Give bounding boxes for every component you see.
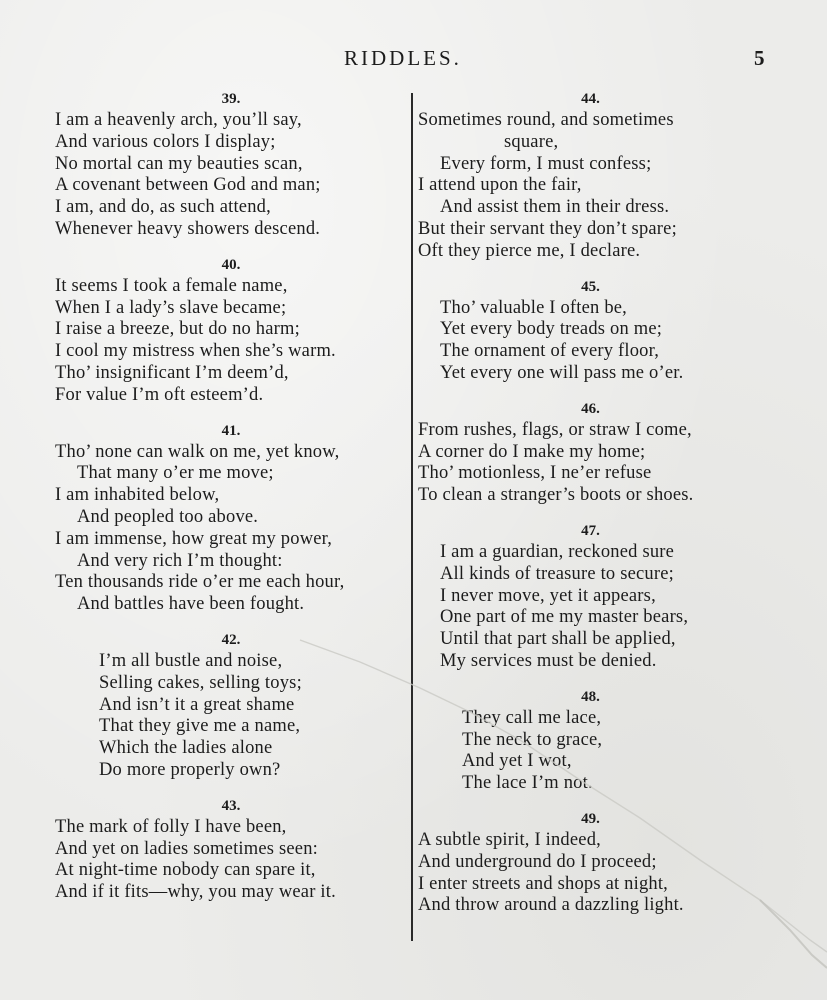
verse-line: And very rich I’m thought:	[77, 550, 283, 571]
riddle-verse	[418, 830, 763, 917]
riddle-verse	[55, 442, 407, 616]
verse-line: That they give me a name,	[99, 716, 301, 737]
verse-line: And isn’t it a great shame	[99, 694, 295, 715]
verse-line: Tho’ valuable I often be,	[440, 297, 628, 318]
verse-line: Oft they pierce me, I declare.	[418, 240, 641, 261]
verse-line: It seems I took a female name,	[55, 275, 288, 296]
verse-line: Tho’ none can walk on me, yet know,	[55, 441, 340, 462]
verse-line: I am immense, how great my power,	[55, 528, 333, 549]
verse-line: For value I’m oft esteem’d.	[55, 384, 264, 405]
right-column	[418, 88, 763, 917]
verse-line: Selling cakes, selling toys;	[99, 672, 302, 693]
verse-line: And peopled too above.	[77, 506, 259, 527]
verse-line: Sometimes round, and sometimes	[418, 110, 674, 130]
verse-line: I am, and do, as such attend,	[55, 197, 271, 218]
riddle-verse	[55, 110, 407, 241]
running-head	[0, 46, 827, 76]
riddle-block	[55, 254, 407, 407]
verse-line: The ornament of every floor,	[440, 341, 660, 362]
verse-line: The lace I’m not.	[462, 773, 593, 794]
riddle-verse	[55, 276, 407, 407]
verse-line: I attend upon the fair,	[418, 175, 582, 196]
verse-line: I am a guardian, reckoned sure	[440, 541, 675, 562]
column-divider	[411, 93, 413, 941]
riddle-number: 43.	[221, 797, 241, 814]
riddle-verse	[55, 651, 407, 782]
verse-line: To clean a stranger’s boots or shoes.	[418, 485, 694, 506]
riddle-number: 39.	[221, 91, 241, 107]
verse-line: And throw around a dazzling light.	[418, 895, 684, 916]
page-number: 5	[754, 46, 765, 70]
verse-line: square,	[504, 131, 559, 152]
riddle-gap	[418, 507, 763, 520]
left-column	[55, 88, 407, 904]
verse-line: I raise a breeze, but do no harm;	[55, 319, 300, 340]
verse-line: But their servant they don’t spare;	[418, 218, 677, 239]
verse-line: And yet on ladies sometimes seen:	[55, 838, 318, 859]
verse-line: I’m all bustle and noise,	[99, 650, 283, 671]
riddle-gap	[418, 263, 763, 276]
verse-line: Until that part shall be applied,	[440, 629, 676, 650]
riddle-gap	[418, 795, 763, 808]
verse-line: Ten thousands ride o’er me each hour,	[55, 572, 345, 593]
riddle-verse	[55, 817, 407, 904]
verse-line: Yet every one will pass me o’er.	[440, 362, 684, 383]
riddle-block	[418, 520, 763, 673]
running-title: RIDDLES.	[344, 46, 462, 70]
verse-line: Tho’ motionless, I ne’er refuse	[418, 463, 652, 484]
riddle-block	[55, 420, 407, 616]
verse-line: Which the ladies alone	[99, 738, 273, 759]
riddle-gap	[55, 616, 407, 629]
verse-line: When I a lady’s slave became;	[55, 297, 287, 318]
verse-line: A corner do I make my home;	[418, 441, 646, 462]
verse-line: Whenever heavy showers descend.	[55, 218, 321, 239]
verse-line: I cool my mistress when she’s warm.	[55, 341, 336, 362]
verse-line: Tho’ insignificant I’m deem’d,	[55, 362, 289, 383]
riddle-block	[418, 88, 763, 263]
riddle-number: 40.	[221, 256, 241, 273]
riddle-number: 44.	[581, 91, 600, 107]
verse-line: No mortal can my beauties scan,	[55, 153, 303, 174]
riddle-verse	[418, 420, 763, 507]
verse-line: All kinds of treasure to secure;	[440, 563, 674, 584]
riddle-block	[418, 686, 763, 795]
riddle-verse	[418, 110, 763, 263]
riddle-verse	[418, 708, 763, 795]
verse-line: I enter streets and shops at night,	[418, 873, 669, 894]
verse-line: My services must be denied.	[440, 650, 657, 671]
riddle-block	[55, 629, 407, 782]
riddle-gap	[55, 782, 407, 795]
riddle-block	[418, 808, 763, 917]
verse-line: A subtle spirit, I indeed,	[418, 829, 601, 850]
verse-line: Do more properly own?	[99, 759, 281, 780]
riddle-verse	[418, 298, 763, 385]
verse-line: A covenant between God and man;	[55, 175, 321, 196]
riddle-gap	[418, 385, 763, 398]
verse-line: The mark of folly I have been,	[55, 816, 287, 837]
verse-line: And assist them in their dress.	[440, 197, 670, 218]
riddle-number: 49.	[581, 810, 600, 827]
verse-line: And battles have been fought.	[77, 594, 305, 615]
verse-line: I never move, yet it appears,	[440, 585, 656, 606]
riddle-block	[55, 88, 407, 241]
riddle-gap	[55, 407, 407, 420]
verse-line: They call me lace,	[462, 707, 602, 728]
verse-line: One part of me my master bears,	[440, 607, 689, 628]
riddle-number: 45.	[581, 278, 600, 295]
verse-line: Yet every body treads on me;	[440, 319, 663, 340]
verse-line: That many o’er me move;	[77, 463, 274, 484]
riddle-number: 47.	[581, 522, 600, 539]
riddle-block	[55, 795, 407, 904]
verse-line: At night-time nobody can spare it,	[55, 860, 316, 881]
verse-line: From rushes, flags, or straw I come,	[418, 419, 692, 440]
verse-line: And underground do I proceed;	[418, 851, 657, 872]
verse-line: I am a heavenly arch, you’ll say,	[55, 110, 302, 130]
riddle-number: 42.	[221, 631, 241, 648]
riddle-gap	[55, 241, 407, 254]
riddle-block	[418, 276, 763, 385]
verse-line: And yet I wot,	[462, 751, 572, 772]
verse-line: Every form, I must confess;	[440, 153, 652, 174]
riddle-verse	[418, 542, 763, 673]
riddle-number: 46.	[581, 400, 600, 417]
riddle-block	[418, 398, 763, 507]
verse-line: And if it fits—why, you may wear it.	[55, 882, 336, 903]
verse-line: I am inhabited below,	[55, 485, 220, 506]
verse-line: And various colors I display;	[55, 131, 276, 152]
riddle-gap	[418, 673, 763, 686]
verse-line: The neck to grace,	[462, 729, 603, 750]
riddle-number: 41.	[221, 422, 241, 439]
riddle-number: 48.	[581, 688, 600, 705]
